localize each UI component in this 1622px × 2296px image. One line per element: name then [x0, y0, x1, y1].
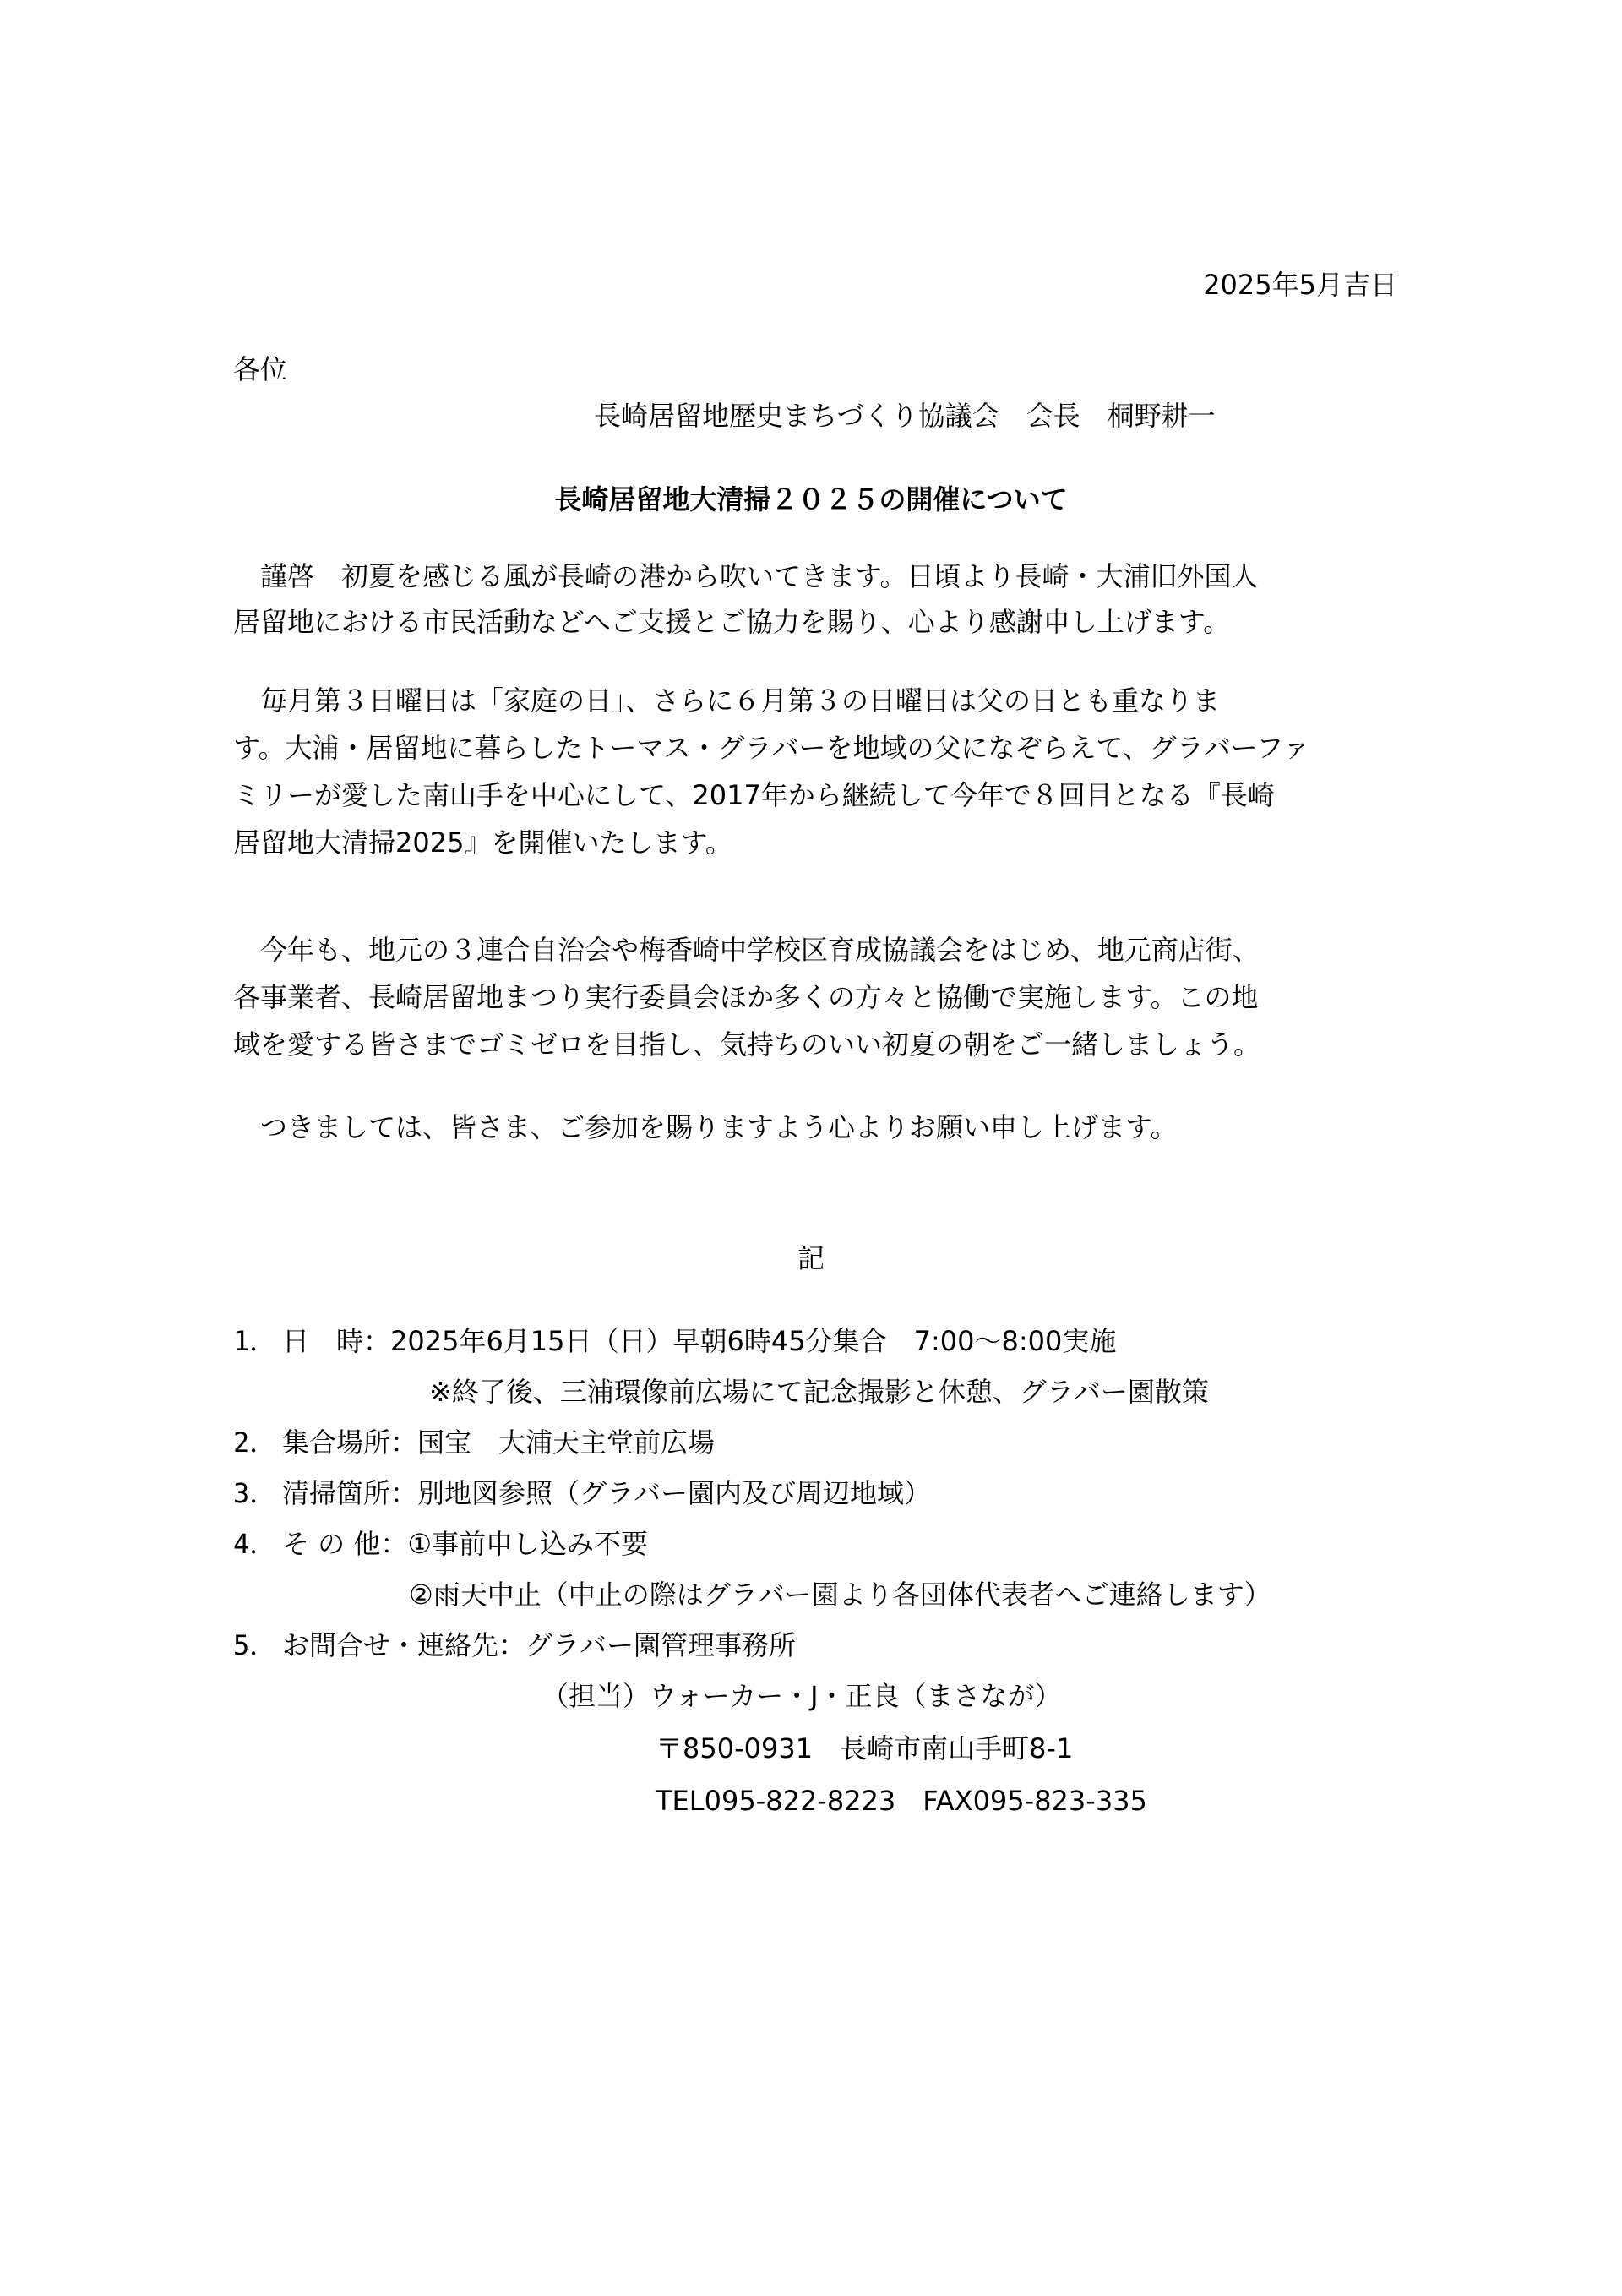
item-cleaning-area [233, 1477, 931, 1509]
item-note: ②雨天中止（中止の際はグラバー園より各団体代表者へご連絡します） [409, 1579, 1271, 1611]
body-line: 域を愛する皆さまでゴミゼロを目指し、気持ちのいい初夏の朝をご一緒しましょう。 [233, 1028, 1261, 1061]
item-meeting-place [233, 1426, 715, 1459]
contact-address: 〒850-0931 長崎市南山手町8-1 [656, 1732, 1074, 1764]
body-line: つきましては、皆さま、ご参加を賜りますよう心よりお願い申し上げます。 [233, 1111, 1178, 1143]
contact-person: （担当）ウォーカー・J・正良（まさなが） [542, 1680, 1062, 1712]
item-other [233, 1528, 648, 1560]
contact-phone: TEL095-822-8223 FAX095-823-335 [656, 1785, 1147, 1817]
body-line: 居留地における市民活動などへご支援とご協力を賜り、心より感謝申し上げます。 [233, 606, 1231, 638]
item-text: お問合せ・連絡先：グラバー園管理事務所 [282, 1629, 797, 1661]
body-line: ミリーが愛した南山手を中心にして、2017年から継続して今年で８回目となる『長崎 [233, 779, 1275, 811]
body-line: 各事業者、長崎居留地まつり実行委員会ほか多くの方々と協働で実施します。この地 [233, 981, 1259, 1013]
item-note: ※終了後、三浦環像前広場にて記念撮影と休憩、グラバー園散策 [429, 1376, 1209, 1408]
issue-date: 2025年5月吉日 [1203, 269, 1397, 301]
item-text: 日 時：2025年6月15日（日）早朝6時45分集合 7:00〜8:00実施 [282, 1325, 1117, 1357]
body-line: 毎月第３日曜日は「家庭の日」、さらに６月第３の日曜日は父の日とも重なりま [233, 684, 1221, 717]
body-line: す。大浦・居留地に暮らしたトーマス・グラバーを地域の父になぞらえて、グラバーファ [233, 732, 1310, 764]
item-number: 2． [233, 1426, 277, 1459]
document-title: 長崎居留地大清掃２０２５の開催について [554, 483, 1068, 515]
ki-heading: 記 [797, 1242, 825, 1274]
item-contact [233, 1629, 796, 1661]
recipient: 各位 [233, 353, 288, 385]
item-number: 1． [233, 1325, 277, 1357]
body-line: 謹啓 初夏を感じる風が長崎の港から吹いてきます。日頃より長崎・大浦旧外国人 [233, 560, 1259, 592]
body-line: 今年も、地元の３連合自治会や梅香崎中学校区育成協議会をはじめ、地元商店街、 [233, 934, 1260, 966]
item-text: 集合場所：国宝 大浦天主堂前広場 [282, 1426, 716, 1459]
item-text: そ の 他：①事前申し込み不要 [282, 1528, 649, 1560]
body-line: 居留地大清掃2025』を開催いたします。 [233, 826, 732, 859]
sender: 長崎居留地歴史まちづくり協議会 会長 桐野耕一 [594, 400, 1216, 432]
item-number: 3． [233, 1477, 277, 1509]
item-datetime [233, 1325, 1116, 1357]
item-text: 清掃箇所：別地図参照（グラバー園内及び周辺地域） [282, 1477, 932, 1509]
item-number: 4． [233, 1528, 277, 1560]
item-number: 5． [233, 1629, 277, 1661]
